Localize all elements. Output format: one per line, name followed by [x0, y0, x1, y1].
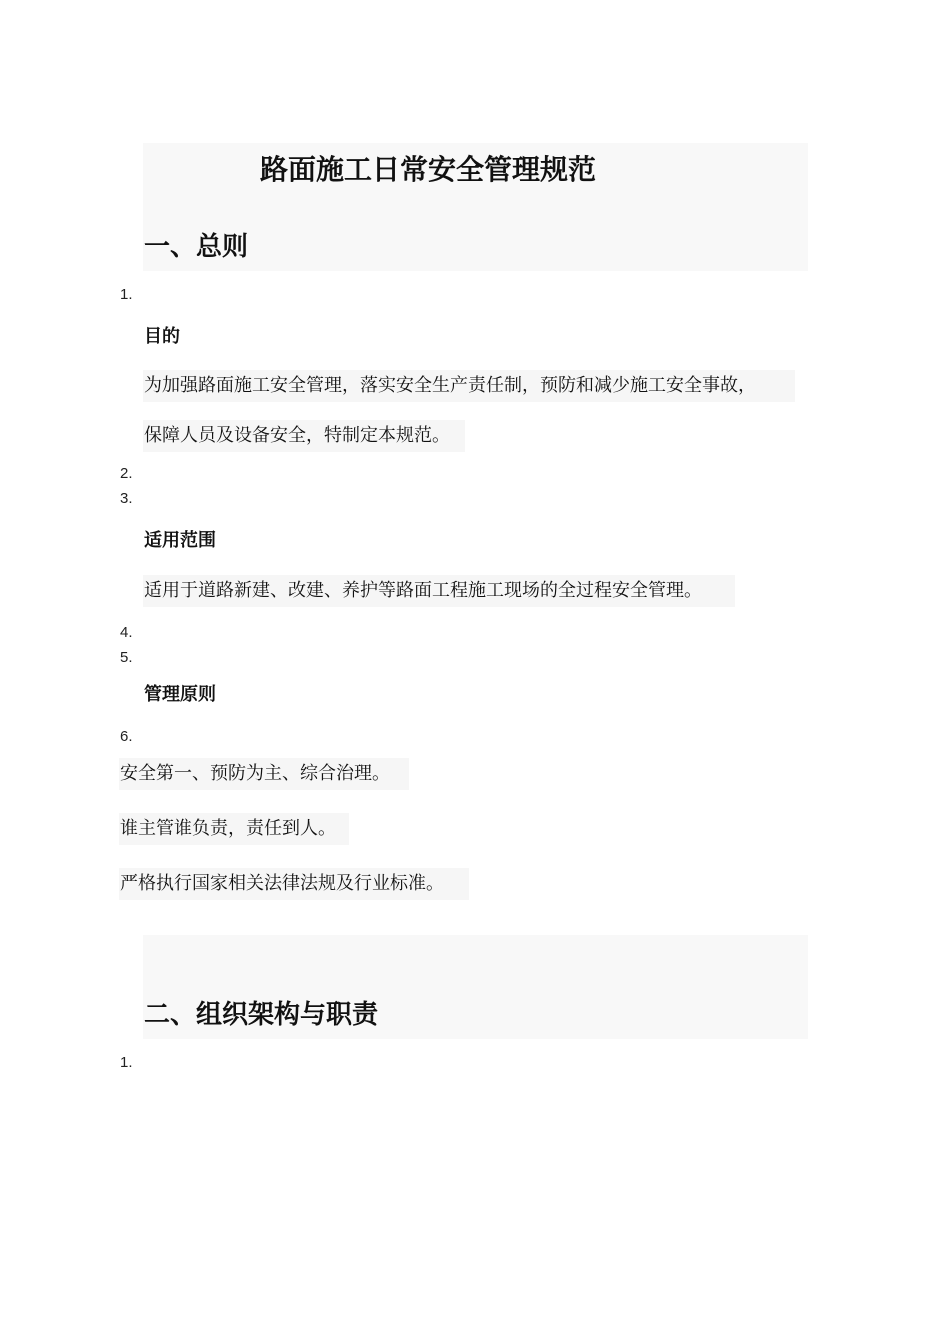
paragraph-purpose-line2: 保障人员及设备安全，特制定本规范。: [144, 425, 450, 446]
list-number: 3.: [120, 490, 133, 507]
section-heading-general: 一、总则: [144, 232, 249, 262]
principle-item: 谁主管谁负责，责任到人。: [120, 818, 336, 839]
subheading-scope: 适用范围: [144, 530, 216, 551]
paragraph-purpose-line1: 为加强路面施工安全管理，落实安全生产责任制，预防和减少施工安全事故，: [144, 375, 756, 396]
principle-item: 安全第一、预防为主、综合治理。: [120, 763, 390, 784]
list-number: 5.: [120, 649, 133, 666]
subheading-principles: 管理原则: [144, 684, 216, 705]
list-number: 6.: [120, 728, 133, 745]
section-heading-organization: 二、组织架构与职责: [144, 1000, 379, 1030]
subheading-purpose: 目的: [144, 326, 180, 347]
list-number: 4.: [120, 624, 133, 641]
paragraph-scope: 适用于道路新建、改建、养护等路面工程施工现场的全过程安全管理。: [144, 580, 702, 601]
list-number: 1.: [120, 1054, 133, 1071]
list-number: 2.: [120, 465, 133, 482]
principle-item: 严格执行国家相关法律法规及行业标准。: [120, 873, 444, 894]
document-title: 路面施工日常安全管理规范: [260, 153, 597, 186]
list-number: 1.: [120, 286, 133, 303]
